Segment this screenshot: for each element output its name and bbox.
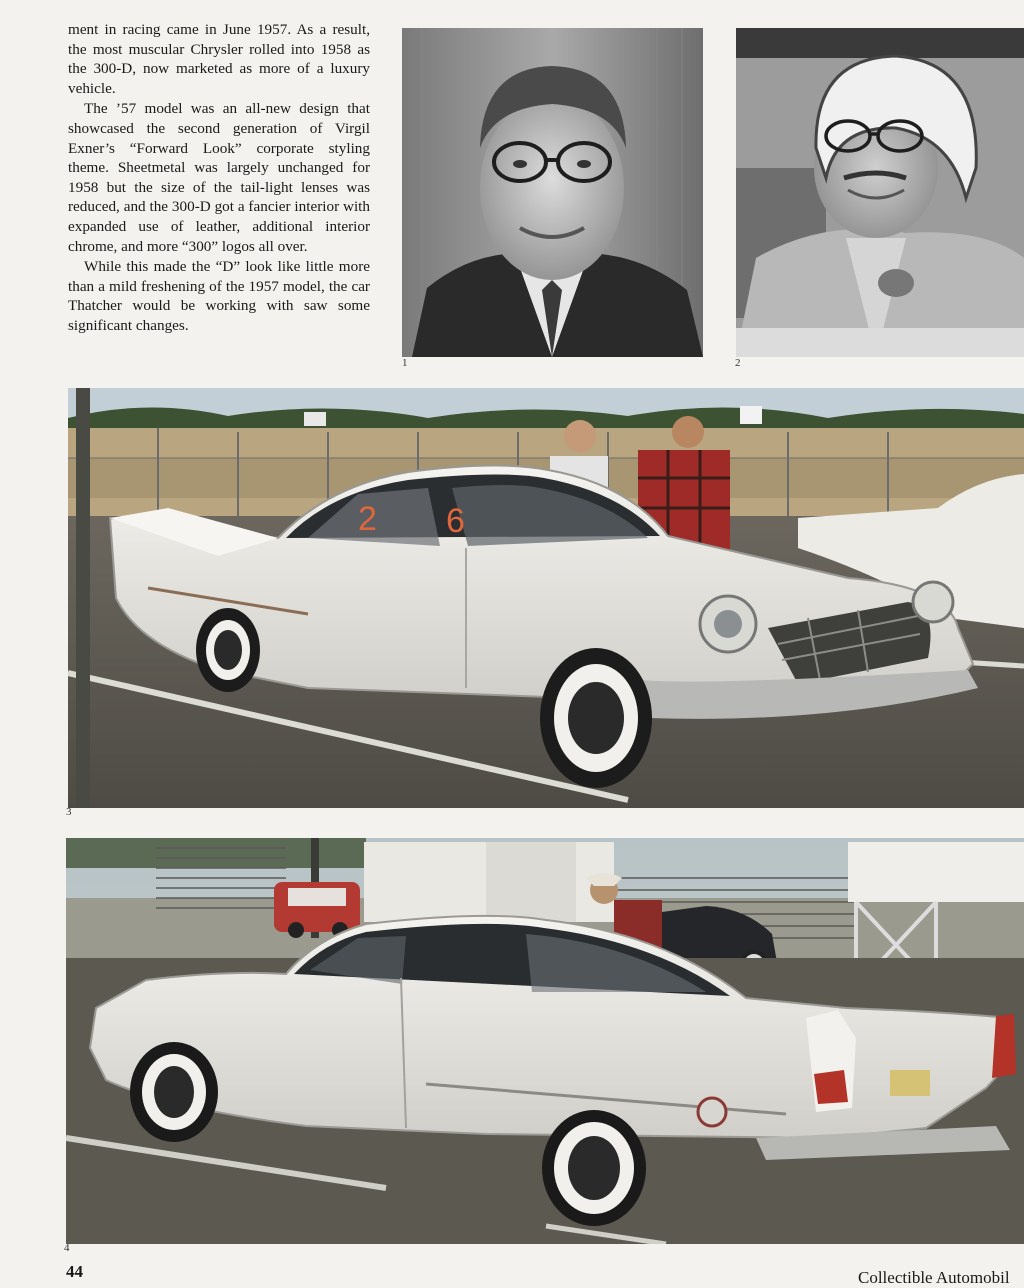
photo-number: 4 bbox=[64, 1242, 70, 1254]
helmeted-driver-photo bbox=[736, 28, 1024, 357]
article-paragraph: The ’57 model was an all-new design that showcased the second generation of Virgil Exner’s “Forward Look” corporate styling theme. Sheetmetal was largely unchanged for 1958 but the size of the tail-light lenses was reduced, and the 300-D got a fancier interior with expanded use of leather, additional interior chrome, and more “300” logos all over. bbox=[68, 100, 370, 255]
window-marking-right: 6 bbox=[446, 502, 465, 540]
window-marking-left: 2 bbox=[358, 500, 377, 538]
photo-number: 3 bbox=[66, 806, 72, 818]
photo-number: 1 bbox=[402, 357, 408, 369]
running-title: Collectible Automobil bbox=[858, 1268, 1010, 1287]
article-paragraph: While this made the “D” look like little more than a mild freshening of the 1957 model, the car Thatcher would be working with saw some significant changes. bbox=[68, 258, 370, 334]
page-number: 44 bbox=[66, 1262, 83, 1281]
article-paragraph: ment in racing came in June 1957. As a result, the most muscular Chrysler rolled into 1958 as the 300-D, now marketed as more of a luxury vehicle. bbox=[68, 21, 370, 97]
chrysler-front-photo bbox=[68, 388, 1024, 808]
article-body-text bbox=[68, 20, 370, 336]
portrait-photo bbox=[402, 28, 703, 357]
chrysler-rear-photo bbox=[66, 838, 1024, 1244]
photo-number: 2 bbox=[735, 357, 741, 369]
